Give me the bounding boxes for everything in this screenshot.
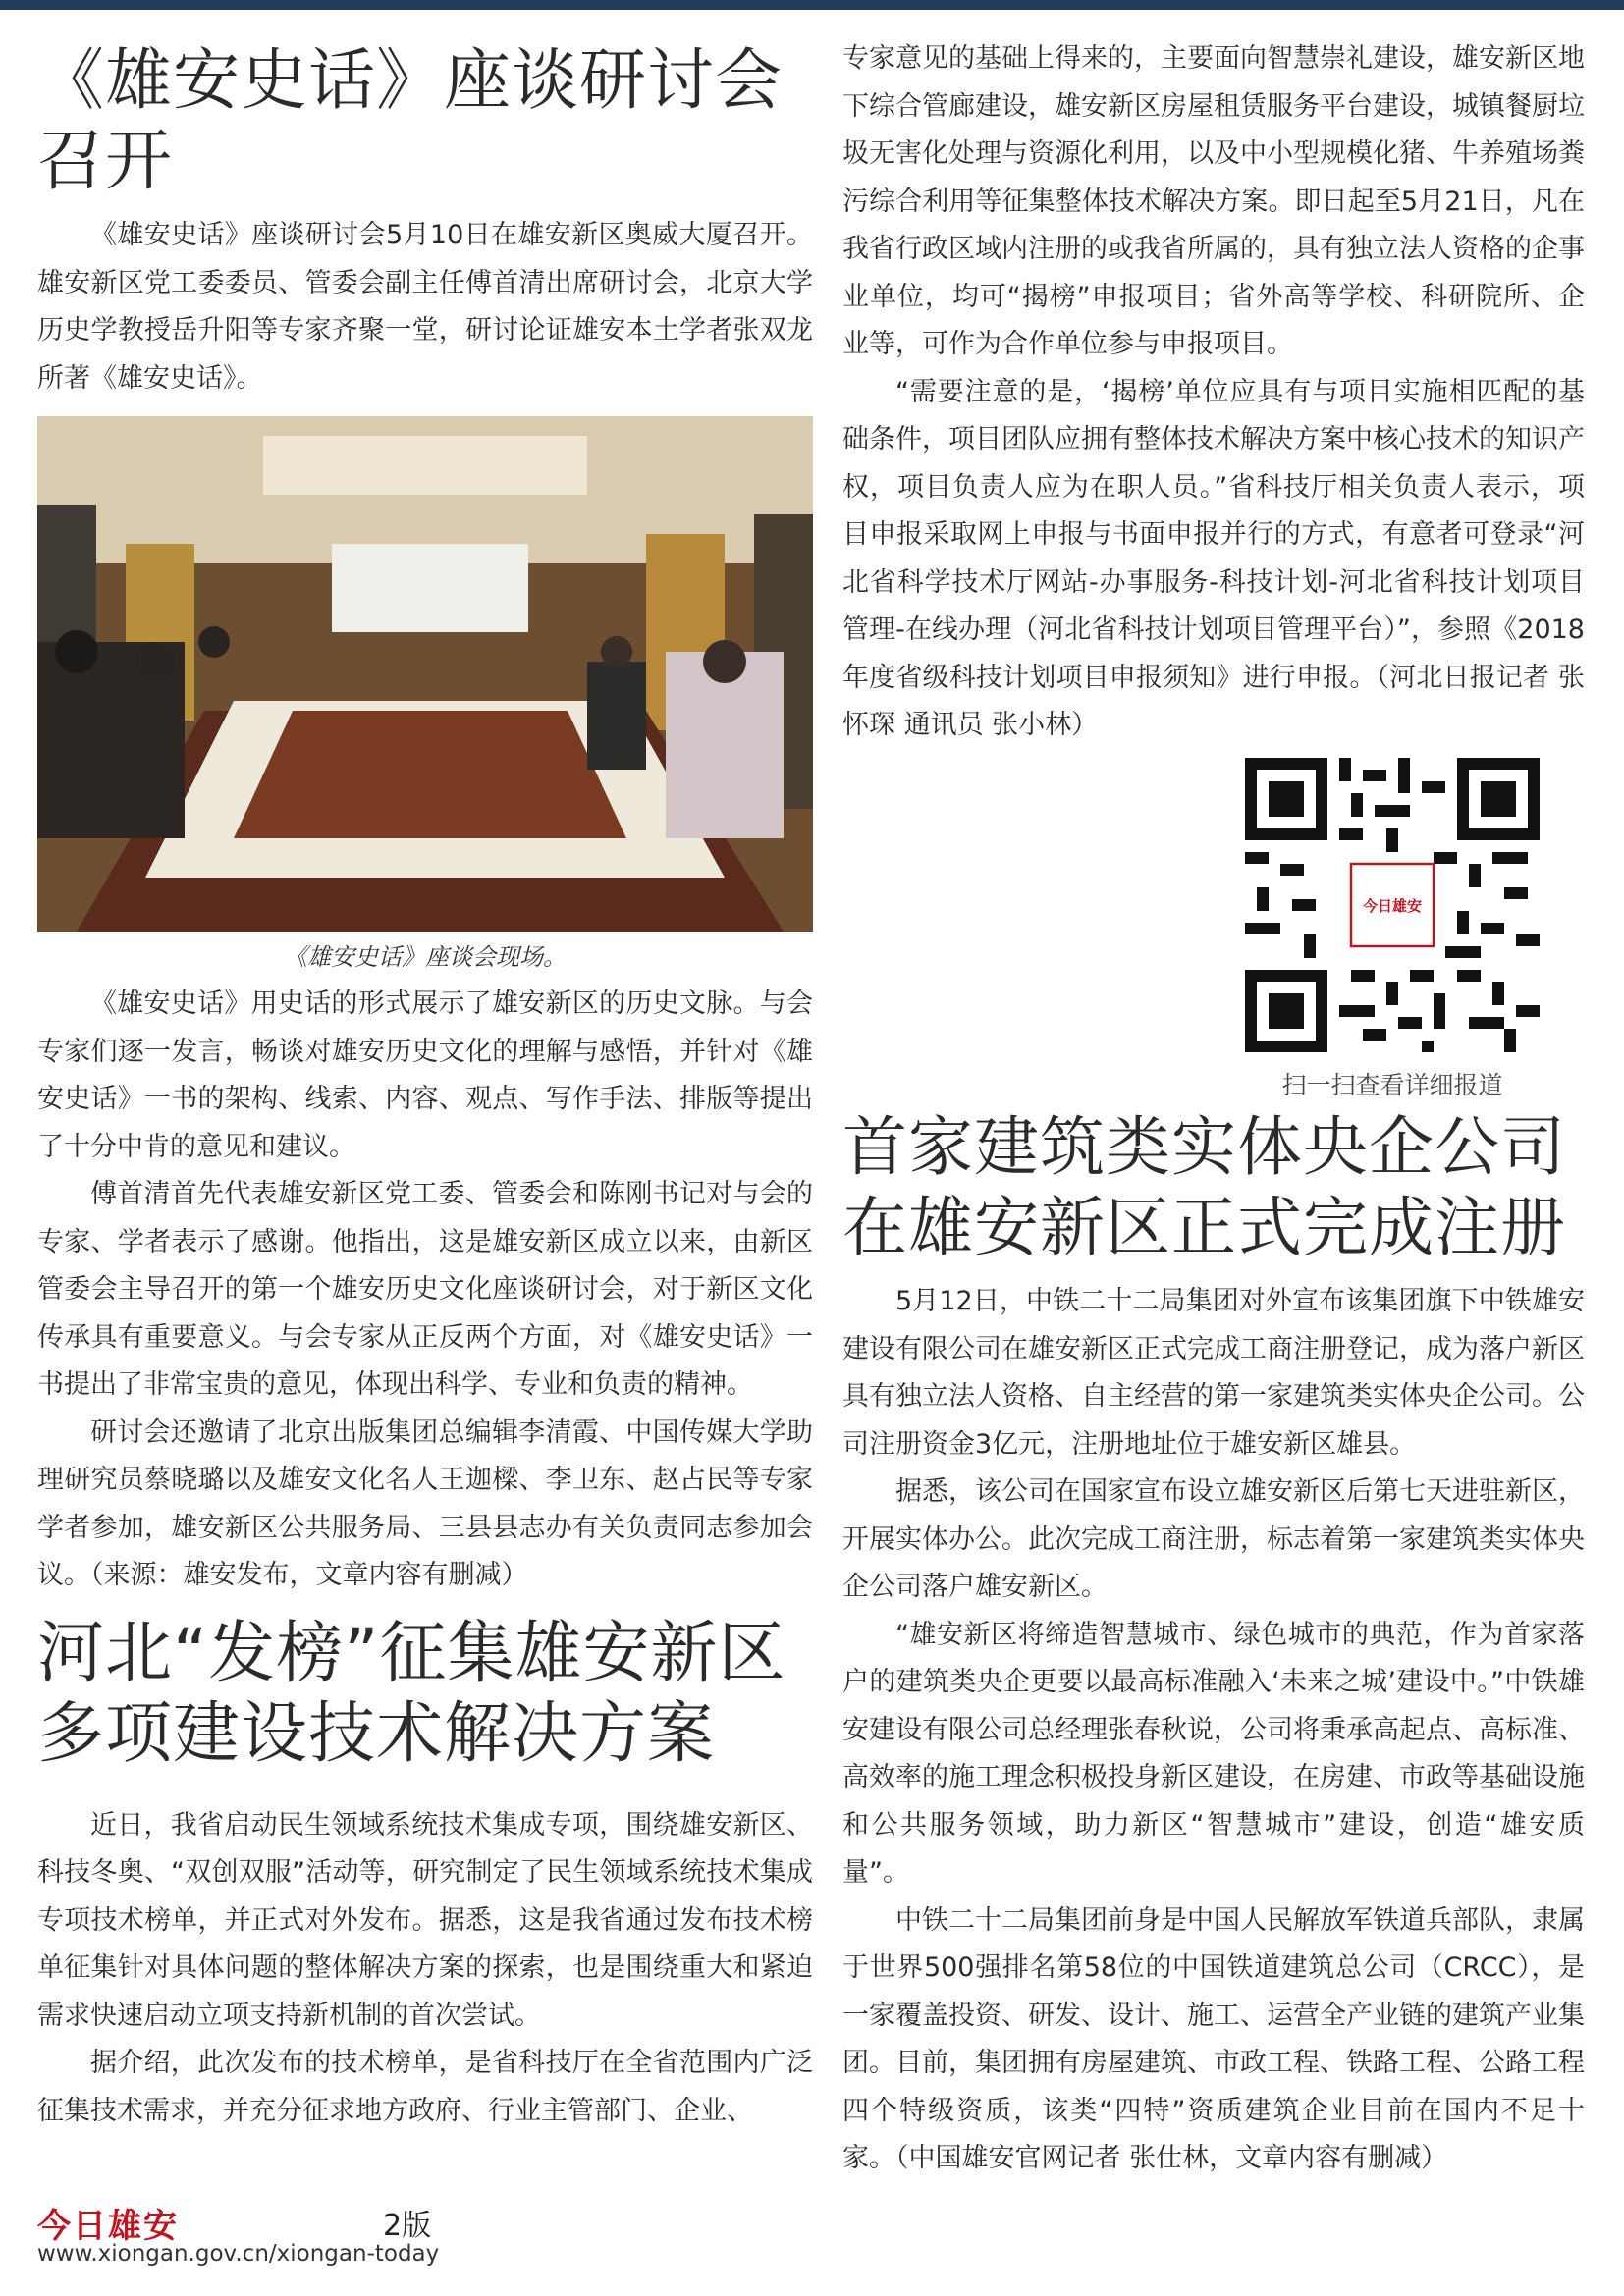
article2-title: 河北“发榜”征集雄安新区多项建设技术解决方案 [37,1614,786,1773]
article2-continued-paragraph: “需要注意的是，‘揭榜’单位应具有与项目实施相匹配的基础条件，项目团队应拥有整体技术解决方案中核心技术的知识产权，项目负责人应为在职人员。”省科技厅相关负责人表示，项目申报采取网上申报与书面申报并行的方式，有意者可登录“河北省科学技术厅网站-办事服务-科技计划-河北省科技计划项目管理-在线办理（河北省科技计划项目管理平台）”，参照《2018年度省级科技计划项目申报须知》进行申报。（河北日报记者 张怀琛 通讯员 张小林） [842,376,1585,740]
qr-center-logo-wrap [1245,758,1540,1052]
page-number: 2版 [383,2209,432,2243]
article1-paragraph: 傅首清首先代表雄安新区党工委、管委会和陈刚书记对与会的专家、学者表示了感谢。他指出，这是雄安新区成立以来，由新区管委会主导召开的第一个雄安历史文化座谈研讨会，对于新区文化传承具有重要意义。与会专家从正反两个方面，对《雄安史话》一书提出了非常宝贵的意见，体现出科学、专业和负责的精神。 [37,1179,813,1400]
article2-continued-paragraph: 专家意见的基础上得来的，主要面向智慧崇礼建设，雄安新区地下综合管廊建设，雄安新区房屋租赁服务平台建设，城镇餐厨垃圾无害化处理与资源化利用，以及中小型规模化猪、牛养殖场粪污综合利用等征集整体技术解决方案。即日起至5月21日，凡在我省行政区域内注册的或我省所属的，具有独立法人资格的企事业单位，均可“揭榜”申报项目；省外高等学校、科研院所、企业等，可作为合作单位参与申报项目。 [842,43,1585,359]
qr-code-block[interactable] [1245,758,1540,1101]
article3-title: 首家建筑类实体央企公司在雄安新区正式完成注册 [842,1109,1566,1265]
article2-paragraph: 据介绍，此次发布的技术榜单，是省科技厅在全省范围内广泛征集技术需求，并充分征求地方政府、行业主管部门、企业、 [37,2048,813,2126]
qr-center-logo: 今日雄安 [1362,896,1422,915]
article3-paragraph: “雄安新区将缔造智慧城市、绿色城市的典范，作为首家落户的建筑类央企更要以最高标准融入‘未来之城’建设中。”中铁雄安建设有限公司总经理张春秋说，公司将秉承高起点、高标准、高效率的施工理念积极投身新区建设，在房建、市政等基础设施和公共服务领域，助力新区“智慧城市”建设，创造“雄安质量”。 [842,1619,1585,1888]
meeting-photo [37,416,813,932]
right-column [842,10,1585,2173]
website-link[interactable]: www.xiongan.gov.cn/xiongan-today [37,2241,440,2267]
article3-paragraph: 中铁二十二局集团前身是中国人民解放军铁道兵部队，隶属于世界500强排名第58位的中国铁道建筑总公司（CRCC），是一家覆盖投资、研发、设计、施工、运营全产业链的建筑产业集团。目前，集团拥有房屋建筑、市政工程、铁路工程、公路工程四个特级资质，该类“四特”资质建筑企业目前在国内不足十家。（中国雄安官网记者 张仕林，文章内容有删减） [842,1904,1585,2173]
article3-paragraph: 据悉，该公司在国家宣布设立雄安新区后第七天进驻新区，开展实体办公。此次完成工商注册，标志着第一家建筑类实体央企公司落户雄安新区。 [842,1476,1585,1602]
article1-paragraph: 研讨会还邀请了北京出版集团总编辑李清霞、中国传媒大学助理研究员蔡晓璐以及雄安文化名人王迦樑、李卫东、赵占民等专家学者参加，雄安新区公共服务局、三县县志办有关负责同志参加会议。（来源：雄安发布，文章内容有删减） [37,1416,813,1590]
meeting-room-illustration [37,416,813,932]
qr-caption: 扫一扫查看详细报道 [1281,1071,1503,1099]
article3-paragraph: 5月12日，中铁二十二局集团对外宣布该集团旗下中铁雄安建设有限公司在雄安新区正式完成工商注册登记，成为落户新区具有独立法人资格、自主经营的第一家建筑类实体央企公司。公司注册资金3亿元，注册地址位于雄安新区雄县。 [842,1286,1585,1460]
article3-body [842,1278,1585,2183]
newspaper-logo: 今日雄安 [37,2207,179,2246]
article1-title: 《雄安史话》座谈研讨会召开 [37,42,784,200]
article1-paragraph: 《雄安史话》用史话的形式展示了雄安新区的历史文脉。与会专家们逐一发言，畅谈对雄安历史文化的理解与感悟，并针对《雄安史话》一书的架构、线索、内容、观点、写作手法、排版等提出了十分中肯的意见和建议。 [37,988,813,1162]
top-banner-bar [0,0,1624,10]
left-column [37,10,813,2135]
article2-paragraph: 近日，我省启动民生领域系统技术集成专项，围绕雄安新区、科技冬奥、“双创双服”活动等，研究制定了民生领域系统技术集成专项技术榜单，并正式对外发布。据悉，这是我省通过发布技术榜单征集针对具体问题的整体解决方案的探索，也是围绕重大和紧迫需求快速启动立项支持新机制的首次尝试。 [37,1809,813,2031]
article1-paragraph: 《雄安史话》座谈研讨会5月10日在雄安新区奥威大厦召开。雄安新区党工委委员、管委会副主任傅首清出席研讨会，北京大学历史学教授岳升阳等专家齐聚一堂，研讨论证雄安本土学者张双龙所著《雄安史话》。 [37,220,813,394]
photo-caption: 《雄安史话》座谈会现场。 [284,943,567,971]
